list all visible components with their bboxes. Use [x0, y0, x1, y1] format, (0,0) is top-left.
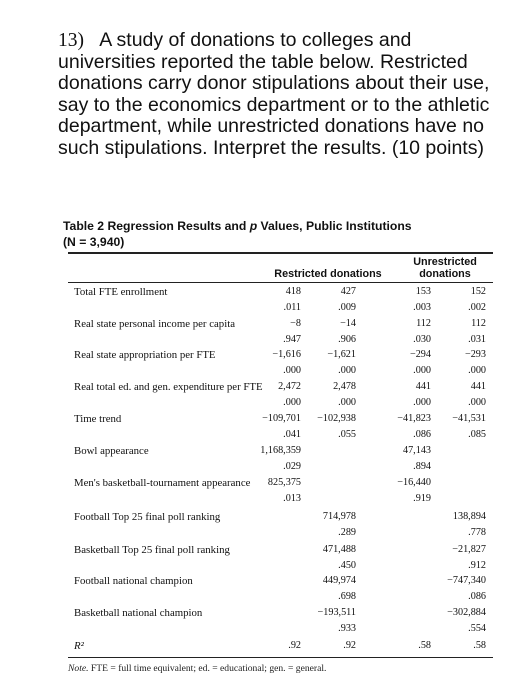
table-title: [63, 219, 412, 250]
coef-cell: −41,823: [397, 413, 431, 424]
coef-cell: 441: [470, 381, 486, 392]
coef-cell: 449,974: [322, 575, 356, 586]
coef-cell: −193,511: [317, 607, 356, 618]
table-note-prefix: Note.: [68, 663, 89, 674]
coef-cell: 427: [340, 286, 356, 297]
row-label: Time trend: [74, 413, 122, 425]
question-number: 13): [58, 30, 84, 51]
coef-cell: 152: [470, 286, 486, 297]
coef-cell: −14: [340, 318, 356, 329]
pvalue-cell: .029: [283, 461, 301, 472]
table-note-text: FTE = full time equivalent; ed. = educational; gen. = general.: [88, 663, 327, 674]
table-title-text-end: Values, Public Institutions: [257, 219, 412, 233]
pvalue-cell: .450: [338, 560, 356, 571]
table-note: [68, 663, 326, 674]
pvalue-cell: .778: [468, 527, 486, 538]
pvalue-cell: .002: [468, 302, 486, 313]
coef-cell: −747,340: [447, 575, 486, 586]
pvalue-cell: .085: [468, 429, 486, 440]
row-label: Basketball Top 25 final poll ranking: [74, 544, 230, 556]
table-bottom-rule: [68, 657, 493, 658]
pvalue-cell: .000: [468, 397, 486, 408]
pvalue-cell: .009: [338, 302, 356, 313]
row-label: Men's basketball-tournament appearance: [74, 477, 251, 489]
coef-cell: 112: [416, 318, 431, 329]
pvalue-cell: .000: [413, 397, 431, 408]
coef-cell: −1,616: [272, 349, 301, 360]
coef-cell: −8: [290, 318, 301, 329]
r2-cell: .58: [418, 640, 431, 651]
r2-label: R²: [74, 640, 84, 652]
row-label: Total FTE enrollment: [74, 286, 168, 298]
pvalue-cell: .086: [468, 591, 486, 602]
pvalue-cell: .000: [468, 365, 486, 376]
header-unrestricted: Unrestricted donations: [413, 256, 477, 280]
coef-cell: 2,478: [333, 381, 356, 392]
row-label: Real total ed. and gen. expenditure per FTE: [74, 381, 263, 393]
row-label: Real state appropriation per FTE: [74, 349, 216, 361]
r2-cell: .58: [473, 640, 486, 651]
coef-cell: −109,701: [262, 413, 301, 424]
pvalue-cell: .912: [468, 560, 486, 571]
coef-cell: 418: [285, 286, 301, 297]
r2-cell: .92: [343, 640, 356, 651]
pvalue-cell: .554: [468, 623, 486, 634]
pvalue-cell: .031: [468, 334, 486, 345]
pvalue-cell: .055: [338, 429, 356, 440]
coef-cell: −293: [464, 349, 486, 360]
pvalue-cell: .000: [283, 397, 301, 408]
pvalue-cell: .894: [413, 461, 431, 472]
table-title-text: Table 2 Regression Results and: [63, 219, 250, 233]
pvalue-cell: .003: [413, 302, 431, 313]
pvalue-cell: .030: [413, 334, 431, 345]
coef-cell: −21,827: [452, 544, 486, 555]
pvalue-cell: .013: [283, 493, 301, 504]
row-label: Football national champion: [74, 575, 193, 587]
table-title-n: (N = 3,940): [63, 234, 125, 249]
coef-cell: −16,440: [397, 477, 431, 488]
pvalue-cell: .919: [413, 493, 431, 504]
pvalue-cell: .289: [338, 527, 356, 538]
question-text: [58, 30, 498, 160]
pvalue-cell: .086: [413, 429, 431, 440]
coef-cell: 714,978: [322, 511, 356, 522]
pvalue-cell: .000: [338, 365, 356, 376]
row-label: Real state personal income per capita: [74, 318, 235, 330]
coef-cell: −41,531: [452, 413, 486, 424]
pvalue-cell: .000: [413, 365, 431, 376]
pvalue-cell: .000: [283, 365, 301, 376]
coef-cell: 138,894: [452, 511, 486, 522]
coef-cell: 825,375: [267, 477, 301, 488]
coef-cell: −1,621: [327, 349, 356, 360]
header-restricted: Restricted donations: [274, 268, 382, 280]
pvalue-cell: .933: [338, 623, 356, 634]
pvalue-cell: .041: [283, 429, 301, 440]
coef-cell: 153: [415, 286, 431, 297]
pvalue-cell: .698: [338, 591, 356, 602]
pvalue-cell: .011: [283, 302, 301, 313]
coef-cell: −302,884: [447, 607, 486, 618]
coef-cell: −102,938: [317, 413, 356, 424]
coef-cell: 47,143: [402, 445, 431, 456]
pvalue-cell: .947: [283, 334, 301, 345]
row-label: Basketball national champion: [74, 607, 203, 619]
coef-cell: 441: [415, 381, 431, 392]
coef-cell: −294: [409, 349, 431, 360]
r2-cell: .92: [288, 640, 301, 651]
pvalue-cell: .906: [338, 334, 356, 345]
pvalue-cell: .000: [338, 397, 356, 408]
coef-cell: 471,488: [322, 544, 356, 555]
header-rule: [68, 282, 493, 283]
row-label: Bowl appearance: [74, 445, 149, 457]
row-label: Football Top 25 final poll ranking: [74, 511, 221, 523]
table-title-p: p: [249, 219, 258, 233]
coef-cell: 112: [471, 318, 486, 329]
question-body: A study of donations to colleges and universities reported the table below. Restricted donations carry donor stipulations about their use, say to the economics department or to the athletic department, while unrestricted donations have no such stipulations. Interpret the results. (10 points): [58, 29, 490, 159]
coef-cell: 1,168,359: [260, 445, 301, 456]
coef-cell: 2,472: [278, 381, 301, 392]
table-top-rule: [68, 252, 493, 254]
